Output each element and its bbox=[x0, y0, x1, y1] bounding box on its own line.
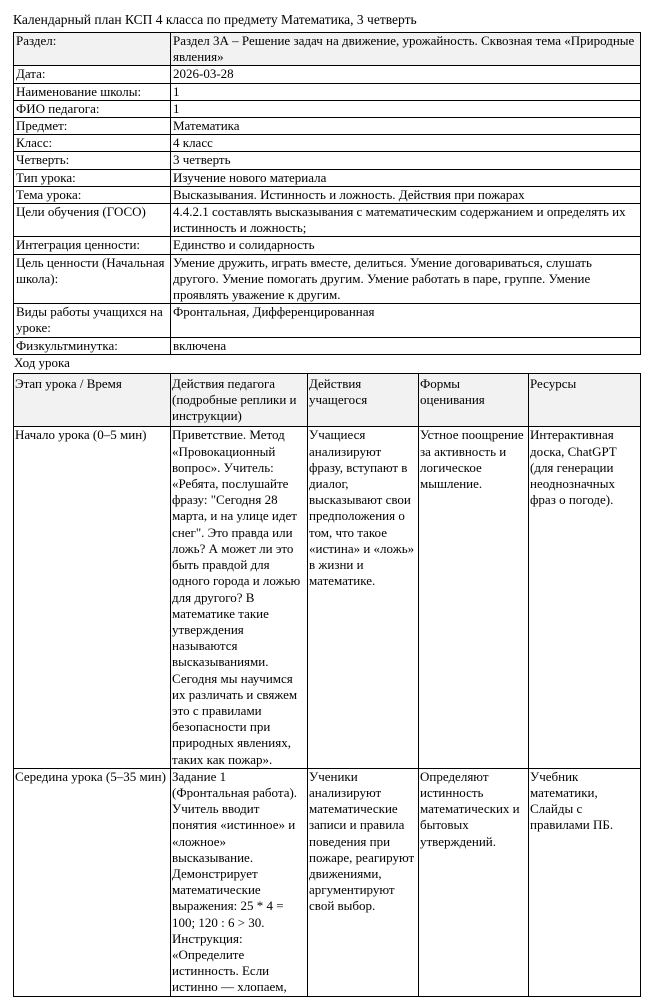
plan-teacher-actions: Приветствие. Метод «Провокационный вопрос». Учитель: «Ребята, послушайте фразу: "Сегодня 28 марта, и на улице идет снег". Это правда или ложь? А может ли это быть правдой для одного города и ложью для другого? В математике такие утверждения называются высказываниями. Сегодня мы научимся их различать и свяжем это с правилами безопасности при природных явлениях, таких как пожар». bbox=[171, 427, 308, 768]
info-label: Тема урока: bbox=[14, 186, 171, 203]
plan-resources: Учебник математики, Слайды с правилами ПБ. bbox=[529, 768, 641, 996]
plan-header-stage: Этап урока / Время bbox=[14, 373, 171, 427]
info-value: Изучение нового материала bbox=[171, 169, 641, 186]
info-row bbox=[14, 169, 641, 186]
info-label: Цели обучения (ГОСО) bbox=[14, 204, 171, 237]
plan-header-teacher: Действия педагога (подробные реплики и инструкции) bbox=[171, 373, 308, 427]
plan-header-resources: Ресурсы bbox=[529, 373, 641, 427]
info-label: Класс: bbox=[14, 135, 171, 152]
info-value: Высказывания. Истинность и ложность. Действия при пожарах bbox=[171, 186, 641, 203]
info-label: Тип урока: bbox=[14, 169, 171, 186]
info-row bbox=[14, 337, 641, 354]
info-label: Интеграция ценности: bbox=[14, 237, 171, 254]
info-row bbox=[14, 83, 641, 100]
info-row bbox=[14, 152, 641, 169]
info-row bbox=[14, 66, 641, 83]
info-value: 2026-03-28 bbox=[171, 66, 641, 83]
info-value: 4.4.2.1 составлять высказывания с математическим содержанием и определять их истинность и ложность; bbox=[171, 204, 641, 237]
plan-header-assessment: Формы оценивания bbox=[419, 373, 529, 427]
lesson-info-table bbox=[13, 32, 641, 355]
info-label: Цель ценности (Начальная школа): bbox=[14, 254, 171, 304]
info-row bbox=[14, 186, 641, 203]
info-value: Математика bbox=[171, 118, 641, 135]
info-label: Дата: bbox=[14, 66, 171, 83]
plan-student-actions: Ученики анализируют математические записи и правила поведения при пожаре, реагируют движениями, аргументируют свой выбор. bbox=[308, 768, 419, 996]
info-value: Умение дружить, играть вместе, делиться. Умение договариваться, слушать другого. Умение помогать другим. Умение работать в паре, группе. Умение проявлять уважение к другим. bbox=[171, 254, 641, 304]
plan-stage: Начало урока (0–5 мин) bbox=[14, 427, 171, 768]
document-title: Календарный план КСП 4 класса по предмету Математика, 3 четверть bbox=[13, 12, 417, 27]
lesson-plan-table bbox=[13, 373, 641, 997]
info-value: Фронтальная, Дифференцированная bbox=[171, 304, 641, 337]
plan-assessment: Устное поощрение за активность и логическое мышление. bbox=[419, 427, 529, 768]
plan-assessment: Определяют истинность математических и бытовых утверждений. bbox=[419, 768, 529, 996]
info-label: Наименование школы: bbox=[14, 83, 171, 100]
plan-stage: Середина урока (5–35 мин) bbox=[14, 768, 171, 996]
info-value: 4 класс bbox=[171, 135, 641, 152]
info-value: 1 bbox=[171, 100, 641, 117]
info-row bbox=[14, 135, 641, 152]
document bbox=[13, 8, 640, 997]
plan-teacher-actions: Задание 1 (Фронтальная работа). Учитель вводит понятия «истинное» и «ложное» высказывание. Демонстрирует математические выражения: 25 * 4 = 100; 120 : 6 > 30. Инструкция: «Определите истинность. Если истинно — хлопаем, bbox=[171, 768, 308, 996]
info-row bbox=[14, 100, 641, 117]
info-value: включена bbox=[171, 337, 641, 354]
info-label: Предмет: bbox=[14, 118, 171, 135]
info-value: 1 bbox=[171, 83, 641, 100]
info-value: Раздел 3А – Решение задач на движение, урожайность. Сквозная тема «Природные явления» bbox=[171, 33, 641, 66]
info-label: ФИО педагога: bbox=[14, 100, 171, 117]
info-label: Физкультминутка: bbox=[14, 337, 171, 354]
info-row bbox=[14, 304, 641, 337]
info-value: Единство и солидарность bbox=[171, 237, 641, 254]
plan-row bbox=[14, 768, 641, 996]
info-label: Виды работы учащихся на уроке: bbox=[14, 304, 171, 337]
info-row bbox=[14, 118, 641, 135]
plan-student-actions: Учащиеся анализируют фразу, вступают в диалог, высказывают свои предположения о том, что такое «истина» и «ложь» в жизни и математике. bbox=[308, 427, 419, 768]
info-value: 3 четверть bbox=[171, 152, 641, 169]
info-row bbox=[14, 254, 641, 304]
plan-header-student: Действия учащегося bbox=[308, 373, 419, 427]
info-row bbox=[14, 33, 641, 66]
plan-row bbox=[14, 427, 641, 768]
plan-header-row bbox=[14, 373, 641, 427]
info-label: Четверть: bbox=[14, 152, 171, 169]
info-row bbox=[14, 237, 641, 254]
plan-resources: Интерактивная доска, ChatGPT (для генерации неоднозначных фраз о погоде). bbox=[529, 427, 641, 768]
info-row bbox=[14, 204, 641, 237]
lesson-course-heading: Ход урока bbox=[14, 354, 70, 370]
info-label: Раздел: bbox=[14, 33, 171, 66]
